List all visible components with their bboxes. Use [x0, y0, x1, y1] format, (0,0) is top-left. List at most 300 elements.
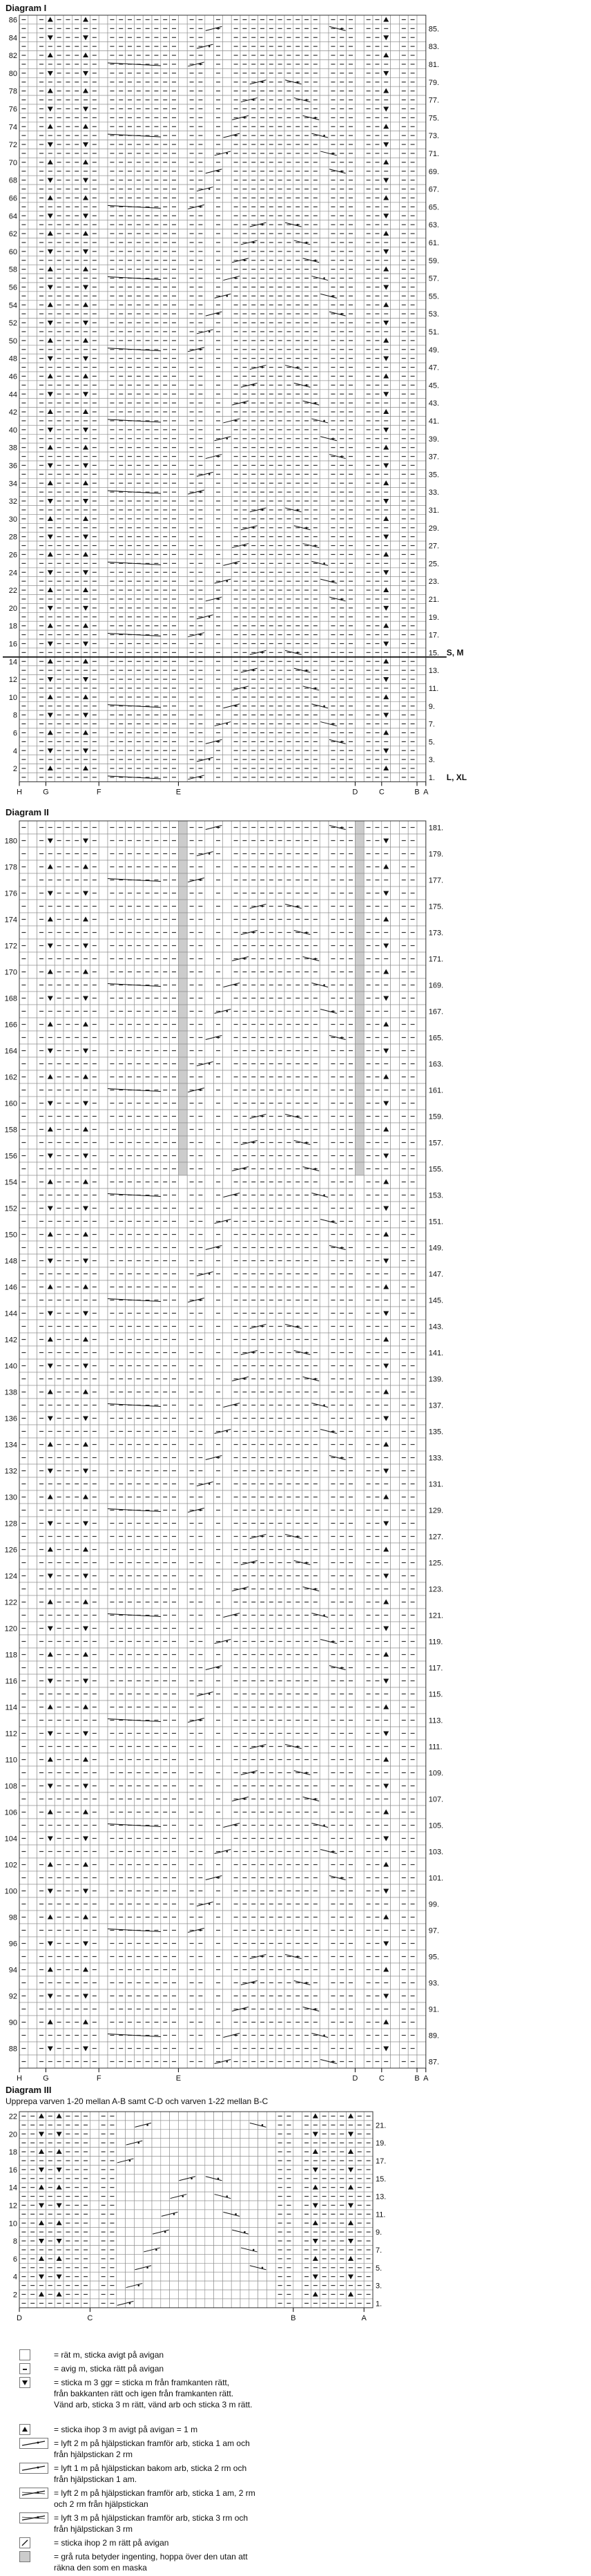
grid-cell [417, 488, 426, 497]
grid-cell [99, 488, 108, 497]
grid-cell [355, 479, 364, 488]
grid-cell [178, 33, 187, 42]
grid-cell [355, 292, 364, 301]
grid-cell [222, 51, 231, 60]
grid-cell [99, 33, 108, 42]
grid-cell [417, 95, 426, 104]
grid-cell [417, 452, 426, 461]
grid-cell [205, 408, 214, 417]
grid-cell [391, 497, 400, 506]
grid-cell [320, 514, 329, 523]
grid-cell [355, 328, 364, 337]
grid-cell [99, 336, 108, 345]
grid-cell [417, 238, 426, 247]
grid-cell [205, 202, 214, 211]
grid-cell [28, 408, 37, 417]
grid-cell [178, 229, 187, 238]
grid-cell [391, 193, 400, 202]
grid-cell [205, 336, 214, 345]
grid-cell [205, 77, 214, 86]
grid-cell [28, 140, 37, 149]
grid-cell [222, 363, 231, 372]
grid-cell [417, 33, 426, 42]
grid-cell [355, 461, 364, 470]
grid-cell [391, 238, 400, 247]
grid-cell [178, 247, 187, 256]
grid-cell [222, 328, 231, 337]
grid-cell [28, 532, 37, 541]
grid-cell [355, 372, 364, 381]
grid-cell [355, 158, 364, 167]
grid-cell [355, 86, 364, 95]
grid-cell [320, 523, 329, 532]
grid-cell [99, 95, 108, 104]
grid-cell [205, 514, 214, 523]
grid-cell [417, 532, 426, 541]
grid-cell [355, 425, 364, 434]
grid-cell [391, 176, 400, 184]
grid-cell [28, 229, 37, 238]
grid-cell [205, 372, 214, 381]
grid-cell [99, 443, 108, 452]
grid-cell [355, 506, 364, 515]
grid-cell [178, 220, 187, 229]
grid-cell [417, 158, 426, 167]
grid-cell [28, 497, 37, 506]
grid-cell [99, 238, 108, 247]
grid-cell [99, 354, 108, 363]
grid-cell [28, 390, 37, 399]
grid-cell [205, 33, 214, 42]
grid-cell [222, 470, 231, 479]
grid-cell [320, 220, 329, 229]
grid-cell [28, 51, 37, 60]
grid-cell [391, 202, 400, 211]
grid-cell [320, 140, 329, 149]
grid-cell [205, 425, 214, 434]
grid-cell [391, 434, 400, 443]
grid-cell [355, 470, 364, 479]
grid-cell [355, 193, 364, 202]
grid-cell [28, 274, 37, 283]
grid-cell [417, 24, 426, 33]
grid-cell [355, 33, 364, 42]
grid-cell [222, 113, 231, 122]
grid-cell [28, 488, 37, 497]
grid-cell [320, 211, 329, 220]
grid-cell [99, 470, 108, 479]
grid-cell [355, 51, 364, 60]
grid-cell [417, 461, 426, 470]
grid-cell [355, 390, 364, 399]
grid-cell [178, 523, 187, 532]
grid-cell [205, 238, 214, 247]
grid-cell [417, 68, 426, 77]
grid-cell [205, 292, 214, 301]
grid-cell [391, 51, 400, 60]
grid-cell [355, 488, 364, 497]
grid-cell [391, 301, 400, 310]
grid-cell [355, 60, 364, 69]
grid-cell [28, 131, 37, 140]
grid-cell [355, 434, 364, 443]
grid-cell [320, 336, 329, 345]
grid-cell [355, 363, 364, 372]
grid-cell [355, 113, 364, 122]
grid-cell [417, 443, 426, 452]
grid-cell [355, 122, 364, 131]
grid-cell [99, 425, 108, 434]
grid-cell [320, 158, 329, 167]
grid-cell [99, 202, 108, 211]
grid-cell [99, 417, 108, 426]
grid-cell [28, 479, 37, 488]
grid-cell [355, 176, 364, 184]
grid-cell [417, 336, 426, 345]
grid-cell [222, 425, 231, 434]
grid-cell [222, 461, 231, 470]
grid-cell [99, 274, 108, 283]
grid-cell [178, 363, 187, 372]
grid-cell [222, 15, 231, 24]
grid-cell [391, 514, 400, 523]
grid-cell [99, 319, 108, 328]
grid-cell [99, 220, 108, 229]
grid-cell [28, 86, 37, 95]
grid-cell [320, 319, 329, 328]
grid-cell [355, 42, 364, 51]
grid-cell [222, 211, 231, 220]
grid-cell [355, 68, 364, 77]
grid-cell [178, 301, 187, 310]
grid-cell [99, 229, 108, 238]
grid-cell [205, 229, 214, 238]
grid-cell [178, 354, 187, 363]
grid-cell [205, 381, 214, 390]
grid-cell [320, 265, 329, 274]
grid-cell [355, 345, 364, 354]
grid-cell [99, 372, 108, 381]
grid-cell [99, 514, 108, 523]
grid-cell [320, 452, 329, 461]
grid-cell [28, 15, 37, 24]
grid-cell [99, 506, 108, 515]
grid-cell [355, 443, 364, 452]
grid-cell [222, 33, 231, 42]
grid-cell [178, 319, 187, 328]
grid-cell [205, 122, 214, 131]
grid-cell [178, 238, 187, 247]
grid-cell [355, 140, 364, 149]
grid-cell [391, 452, 400, 461]
grid-cell [99, 24, 108, 33]
grid-cell [178, 381, 187, 390]
grid-cell [99, 256, 108, 265]
grid-cell [417, 167, 426, 176]
grid-cell [28, 443, 37, 452]
grid-cell [178, 452, 187, 461]
grid-cell [355, 523, 364, 532]
grid-cell [28, 104, 37, 113]
grid-cell [417, 345, 426, 354]
grid-cell [205, 390, 214, 399]
grid-cell [417, 434, 426, 443]
grid-cell [222, 532, 231, 541]
grid-cell [320, 167, 329, 176]
grid-cell [417, 229, 426, 238]
grid-cell [99, 247, 108, 256]
grid-cell [320, 256, 329, 265]
grid-cell [320, 229, 329, 238]
grid-cell [222, 345, 231, 354]
grid-cell [222, 24, 231, 33]
grid-cell [28, 514, 37, 523]
grid-cell [417, 497, 426, 506]
grid-cell [391, 461, 400, 470]
grid-cell [417, 399, 426, 408]
grid-cell [205, 506, 214, 515]
grid-cell [178, 167, 187, 176]
grid-cell [99, 158, 108, 167]
grid-cell [355, 354, 364, 363]
grid-cell [320, 310, 329, 319]
grid-cell [205, 488, 214, 497]
grid-cell [320, 33, 329, 42]
grid-cell [391, 15, 400, 24]
grid-cell [417, 319, 426, 328]
grid-cell [99, 104, 108, 113]
grid-cell [178, 345, 187, 354]
grid-cell [28, 425, 37, 434]
grid-cell [417, 220, 426, 229]
grid-cell [222, 176, 231, 184]
grid-cell [222, 158, 231, 167]
grid-cell [320, 541, 329, 550]
grid-cell [178, 211, 187, 220]
grid-cell [391, 488, 400, 497]
grid-cell [99, 265, 108, 274]
grid-cell [391, 42, 400, 51]
grid-cell [178, 292, 187, 301]
grid-cell [320, 184, 329, 193]
grid-cell [28, 77, 37, 86]
grid-cell [320, 345, 329, 354]
grid-cell [99, 77, 108, 86]
grid-cell [99, 149, 108, 158]
grid-cell [99, 390, 108, 399]
grid-cell [320, 193, 329, 202]
grid-cell [205, 417, 214, 426]
grid-cell [417, 301, 426, 310]
grid-cell [355, 319, 364, 328]
grid-cell [391, 363, 400, 372]
grid-cell [391, 86, 400, 95]
grid-cell [205, 247, 214, 256]
grid-cell [355, 220, 364, 229]
grid-cell [28, 24, 37, 33]
grid-cell [222, 319, 231, 328]
grid-cell [391, 33, 400, 42]
grid-cell [28, 265, 37, 274]
grid-cell [28, 417, 37, 426]
grid-cell [320, 328, 329, 337]
grid-cell [355, 131, 364, 140]
grid-cell [222, 479, 231, 488]
grid-cell [355, 514, 364, 523]
grid-cell [205, 60, 214, 69]
grid-cell [222, 497, 231, 506]
grid-cell [178, 131, 187, 140]
grid-cell [391, 113, 400, 122]
grid-cell [99, 408, 108, 417]
grid-cell [178, 506, 187, 515]
grid-cell [222, 256, 231, 265]
grid-cell [355, 417, 364, 426]
grid-cell [178, 372, 187, 381]
grid-cell [99, 283, 108, 292]
grid-cell [355, 541, 364, 550]
grid-cell [417, 202, 426, 211]
grid-cell [205, 256, 214, 265]
grid-cell [178, 202, 187, 211]
grid-cell [205, 265, 214, 274]
grid-cell [99, 345, 108, 354]
grid-cell [28, 149, 37, 158]
grid-cell [417, 256, 426, 265]
grid-cell [28, 372, 37, 381]
grid-cell [417, 328, 426, 337]
grid-cell [391, 60, 400, 69]
grid-cell [28, 184, 37, 193]
grid-cell [391, 310, 400, 319]
grid-cell [222, 238, 231, 247]
grid-cell [28, 95, 37, 104]
grid-cell [391, 372, 400, 381]
grid-cell [28, 238, 37, 247]
grid-cell [222, 95, 231, 104]
grid-cell [391, 220, 400, 229]
grid-cell [320, 113, 329, 122]
grid-cell [205, 479, 214, 488]
grid-cell [205, 532, 214, 541]
grid-cell [355, 104, 364, 113]
grid-cell [99, 292, 108, 301]
grid-cell [178, 417, 187, 426]
grid-cell [178, 42, 187, 51]
grid-cell [28, 167, 37, 176]
grid-cell [205, 541, 214, 550]
grid-cell [205, 211, 214, 220]
grid-cell [320, 86, 329, 95]
grid-cell [205, 274, 214, 283]
grid-cell [205, 140, 214, 149]
grid-cell [28, 541, 37, 550]
grid-cell [222, 247, 231, 256]
grid-cell [320, 95, 329, 104]
grid-cell [417, 417, 426, 426]
grid-cell [178, 184, 187, 193]
grid-cell [417, 372, 426, 381]
grid-cell [417, 51, 426, 60]
grid-cell [99, 434, 108, 443]
grid-cell [320, 408, 329, 417]
grid-cell [355, 399, 364, 408]
grid-cell [222, 202, 231, 211]
grid-cell [99, 184, 108, 193]
grid-cell [320, 283, 329, 292]
grid-cell [320, 301, 329, 310]
grid-cell [222, 399, 231, 408]
grid-cell [222, 68, 231, 77]
grid-cell [417, 283, 426, 292]
grid-cell [99, 68, 108, 77]
grid-cell [28, 158, 37, 167]
grid-cell [222, 220, 231, 229]
grid-cell [391, 417, 400, 426]
grid-cell [417, 408, 426, 417]
grid-cell [417, 292, 426, 301]
grid-cell [320, 363, 329, 372]
grid-cell [355, 301, 364, 310]
grid-cell [320, 399, 329, 408]
grid-cell [28, 363, 37, 372]
grid-cell [178, 434, 187, 443]
grid-cell [205, 68, 214, 77]
diagram-i-title: Diagram I [6, 3, 46, 13]
grid-cell [205, 51, 214, 60]
grid-cell [205, 149, 214, 158]
grid-cell [28, 550, 37, 559]
grid-cell [178, 86, 187, 95]
grid-cell [178, 479, 187, 488]
grid-cell [417, 274, 426, 283]
grid-cell [391, 211, 400, 220]
grid-cell [178, 104, 187, 113]
grid-cell [355, 95, 364, 104]
grid-cell [28, 247, 37, 256]
grid-cell [99, 497, 108, 506]
grid-cell [222, 265, 231, 274]
grid-cell [205, 113, 214, 122]
grid-cell [222, 336, 231, 345]
grid-cell [391, 390, 400, 399]
grid-cell [28, 310, 37, 319]
grid-cell [222, 140, 231, 149]
grid-cell [355, 238, 364, 247]
grid-cell [178, 51, 187, 60]
grid-cell [391, 95, 400, 104]
grid-cell [99, 523, 108, 532]
grid-cell [178, 310, 187, 319]
grid-cell [355, 24, 364, 33]
grid-cell [355, 15, 364, 24]
grid-cell [99, 176, 108, 184]
grid-cell [320, 77, 329, 86]
grid-cell [178, 158, 187, 167]
grid-cell [205, 176, 214, 184]
grid-cell [391, 104, 400, 113]
grid-cell [222, 193, 231, 202]
grid-cell [28, 292, 37, 301]
grid-cell [178, 390, 187, 399]
grid-cell [99, 193, 108, 202]
grid-cell [178, 399, 187, 408]
grid-cell [391, 68, 400, 77]
grid-cell [205, 363, 214, 372]
grid-cell [391, 408, 400, 417]
grid-cell [391, 77, 400, 86]
grid-cell [320, 51, 329, 60]
